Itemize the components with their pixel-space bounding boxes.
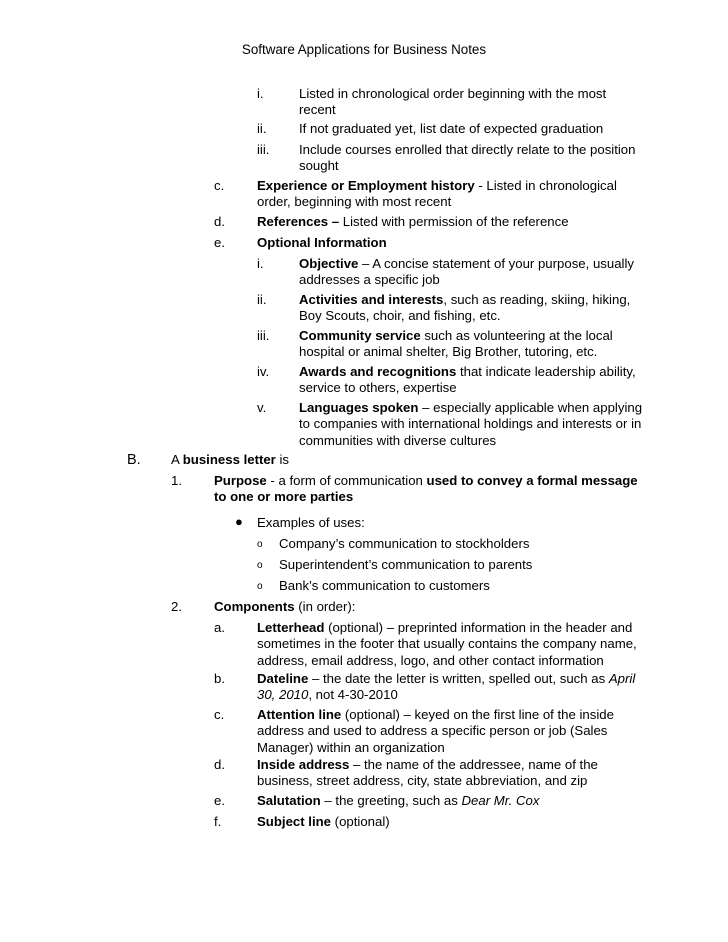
hollow-bullet-icon: o	[257, 581, 263, 592]
bold-term: Inside address	[257, 757, 350, 772]
bold-term: business letter	[182, 452, 276, 467]
item-description: - Listed in chronological order, beginning with most recent	[257, 178, 617, 210]
italic-example: April 30, 2010	[257, 671, 636, 703]
bullet-icon: ●	[235, 514, 243, 529]
list-marker: a.	[214, 620, 225, 635]
bold-term: Languages spoken	[299, 400, 419, 415]
list-marker: i.	[257, 86, 264, 101]
list-marker: b.	[214, 671, 225, 686]
list-item-text	[214, 473, 644, 506]
list-marker: c.	[214, 707, 225, 722]
item-description: that indicate leadership ability, service to others, expertise	[299, 364, 636, 396]
bold-term: Activities and interests	[299, 292, 444, 307]
list-marker: ii.	[257, 292, 267, 307]
list-item-text: Include courses enrolled that directly relate to the position sought	[299, 142, 636, 174]
list-item-text	[257, 178, 637, 211]
list-item-text: Bank’s communication to customers	[279, 578, 490, 593]
item-description: – A concise statement of your purpose, usually addresses a specific job	[299, 256, 635, 288]
bold-term: Dateline	[257, 671, 309, 686]
item-description: such as volunteering at the local hospital or animal shelter, Big Brother, tutoring, etc.	[299, 328, 613, 360]
list-marker: e.	[214, 793, 225, 808]
bold-term: Attention line	[257, 707, 342, 722]
bold-term: used to convey a formal message to one or more parties	[214, 473, 638, 505]
bold-term: Optional Information	[257, 235, 387, 250]
italic-example: Dear Mr. Cox	[461, 793, 540, 808]
list-item-text	[257, 757, 642, 790]
heading-prefix: A	[171, 452, 183, 467]
item-description: - a form of communication	[266, 473, 427, 488]
item-description: , not 4-30-2010	[308, 687, 398, 703]
item-description: – the greeting, such as	[320, 793, 462, 808]
section-heading	[171, 452, 571, 468]
list-item-text	[257, 707, 642, 756]
list-item-text	[299, 364, 644, 397]
item-description: (in order):	[294, 599, 356, 614]
list-item-text	[257, 814, 642, 830]
list-item-text	[257, 671, 642, 704]
bold-term: Community service	[299, 328, 421, 343]
item-description: (optional) – preprinted information in the header and sometimes in the footer that usually contains the company name, address, email address, logo, and other contact information	[257, 620, 637, 668]
list-item-text: Listed in chronological order beginning with the most recent	[299, 86, 607, 118]
list-item-text	[299, 328, 644, 361]
list-item-text: If not graduated yet, list date of expected graduation	[299, 121, 604, 136]
list-item-text	[257, 214, 657, 230]
list-marker: ii.	[257, 121, 267, 136]
item-description: (optional) – keyed on the first line of the inside address and used to address a specific person or job (Sales Manager) within an organization	[257, 707, 614, 755]
list-item-text	[257, 620, 637, 669]
item-description: – especially applicable when applying to companies with international holdings and interests or in communities with diverse cultures	[299, 400, 643, 448]
item-description: Listed with permission of the reference	[339, 214, 569, 229]
list-marker: iii.	[257, 328, 270, 343]
list-marker: c.	[214, 178, 225, 193]
list-item-text	[257, 793, 642, 809]
list-item-text	[214, 599, 614, 615]
list-marker: d.	[214, 214, 225, 229]
list-marker: 2.	[171, 599, 182, 614]
list-item-text	[257, 235, 557, 251]
list-item-text	[299, 292, 644, 325]
item-description: (optional)	[331, 814, 390, 829]
section-marker: B.	[127, 452, 141, 468]
hollow-bullet-icon: o	[257, 539, 263, 550]
item-description: – the name of the addressee, name of the business, street address, city, state abbreviation, and zip	[257, 757, 598, 789]
list-marker: v.	[257, 400, 267, 415]
item-description: – the date the letter is written, spelled out, such as	[308, 671, 609, 686]
list-marker: e.	[214, 235, 225, 250]
list-item-text	[299, 256, 644, 289]
list-marker: 1.	[171, 473, 182, 488]
bold-term: Purpose	[214, 473, 267, 488]
bold-term: Experience or Employment history	[257, 178, 475, 193]
list-item-text: Company’s communication to stockholders	[279, 536, 530, 551]
bold-term: Awards and recognitions	[299, 364, 457, 379]
hollow-bullet-icon: o	[257, 560, 263, 571]
bold-term: Salutation	[257, 793, 321, 808]
page-header: Software Applications for Business Notes	[241, 42, 487, 57]
bold-term: References –	[257, 214, 340, 229]
bold-term: Letterhead	[257, 620, 325, 635]
list-item-text	[299, 400, 647, 449]
heading-suffix: is	[275, 452, 290, 467]
list-marker: iv.	[257, 364, 270, 379]
list-marker: f.	[214, 814, 222, 829]
list-item-text: Examples of uses:	[257, 515, 365, 530]
bold-term: Components	[214, 599, 295, 614]
list-marker: i.	[257, 256, 264, 271]
list-item-text: Superintendent’s communication to parents	[279, 557, 533, 572]
bold-term: Subject line	[257, 814, 332, 829]
list-marker: iii.	[257, 142, 270, 157]
item-description: , such as reading, skiing, hiking, Boy Scouts, choir, and fishing, etc.	[299, 292, 631, 324]
list-marker: d.	[214, 757, 225, 772]
bold-term: Objective	[299, 256, 359, 271]
